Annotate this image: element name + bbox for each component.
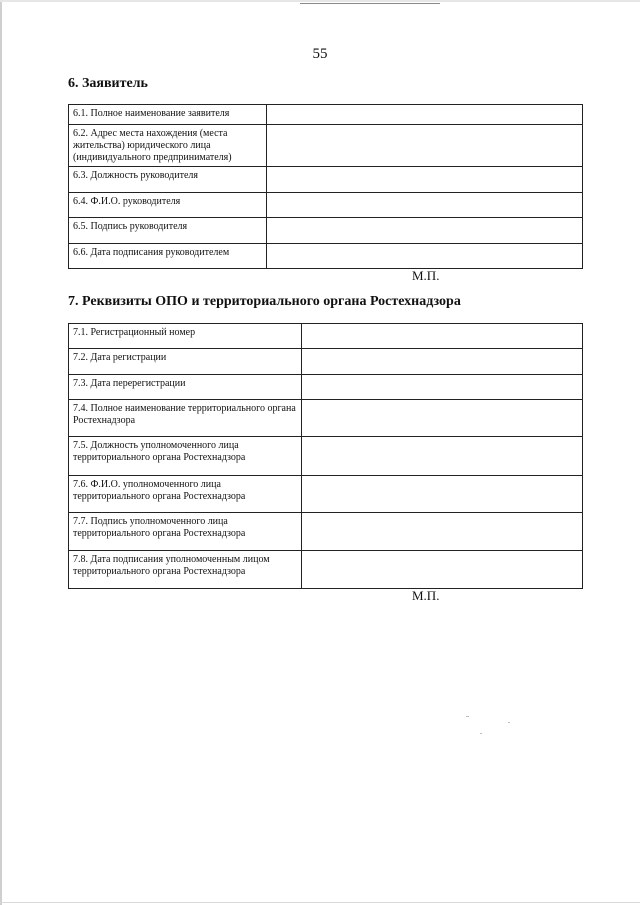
row-label: 6.2. Адрес места нахождения (места жительства) юридического лица (индивидуального предпринимателя)	[69, 125, 267, 167]
row-value-field[interactable]	[267, 218, 583, 244]
row-label: 6.4. Ф.И.О. руководителя	[69, 193, 267, 218]
scan-artifact-line	[0, 902, 640, 903]
applicant-table	[68, 104, 583, 269]
row-label: 7.3. Дата перерегистрации	[69, 375, 302, 400]
row-value-field[interactable]	[267, 167, 583, 193]
row-value-field[interactable]	[302, 400, 583, 437]
stamp-placeholder: М.П.	[412, 268, 440, 283]
row-value-field[interactable]	[267, 193, 583, 218]
table-row	[69, 513, 583, 551]
row-value-field[interactable]	[302, 476, 583, 513]
row-label: 6.1. Полное наименование заявителя	[69, 105, 267, 125]
registration-table	[68, 323, 583, 589]
scan-speck	[480, 733, 482, 734]
row-label: 6.5. Подпись руководителя	[69, 218, 267, 244]
scan-speck	[466, 716, 469, 717]
table-row	[69, 105, 583, 125]
table-row	[69, 349, 583, 375]
section-7-title: 7. Реквизиты ОПО и территориального органа Ростехнадзора	[68, 294, 461, 309]
row-value-field[interactable]	[267, 125, 583, 167]
table-row	[69, 400, 583, 437]
row-value-field[interactable]	[302, 551, 583, 589]
table-row	[69, 324, 583, 349]
row-label: 6.6. Дата подписания руководителем	[69, 244, 267, 269]
stamp-placeholder: М.П.	[412, 588, 440, 603]
scan-edge-left	[0, 0, 2, 905]
row-label: 6.3. Должность руководителя	[69, 167, 267, 193]
row-value-field[interactable]	[302, 349, 583, 375]
scan-edge-top	[0, 0, 640, 2]
row-value-field[interactable]	[302, 324, 583, 349]
page-number: 55	[312, 46, 328, 62]
row-label: 7.2. Дата регистрации	[69, 349, 302, 375]
row-value-field[interactable]	[267, 105, 583, 125]
row-value-field[interactable]	[302, 513, 583, 551]
table-row	[69, 551, 583, 589]
row-value-field[interactable]	[302, 375, 583, 400]
table-row	[69, 193, 583, 218]
table-row	[69, 125, 583, 167]
table-row	[69, 244, 583, 269]
scan-artifact-line	[300, 3, 440, 4]
row-label: 7.8. Дата подписания уполномоченным лицом территориального органа Ростехнадзора	[69, 551, 302, 589]
row-label: 7.7. Подпись уполномоченного лица территориального органа Ростехнадзора	[69, 513, 302, 551]
row-label: 7.5. Должность уполномоченного лица территориального органа Ростехнадзора	[69, 437, 302, 476]
row-label: 7.6. Ф.И.О. уполномоченного лица территориального органа Ростехнадзора	[69, 476, 302, 513]
section-6-title: 6. Заявитель	[68, 76, 148, 91]
row-label: 7.4. Полное наименование территориального органа Ростехнадзора	[69, 400, 302, 437]
row-value-field[interactable]	[267, 244, 583, 269]
table-row	[69, 218, 583, 244]
table-row	[69, 437, 583, 476]
table-row	[69, 375, 583, 400]
scan-speck	[508, 722, 510, 723]
table-row	[69, 476, 583, 513]
row-value-field[interactable]	[302, 437, 583, 476]
row-label: 7.1. Регистрационный номер	[69, 324, 302, 349]
table-row	[69, 167, 583, 193]
